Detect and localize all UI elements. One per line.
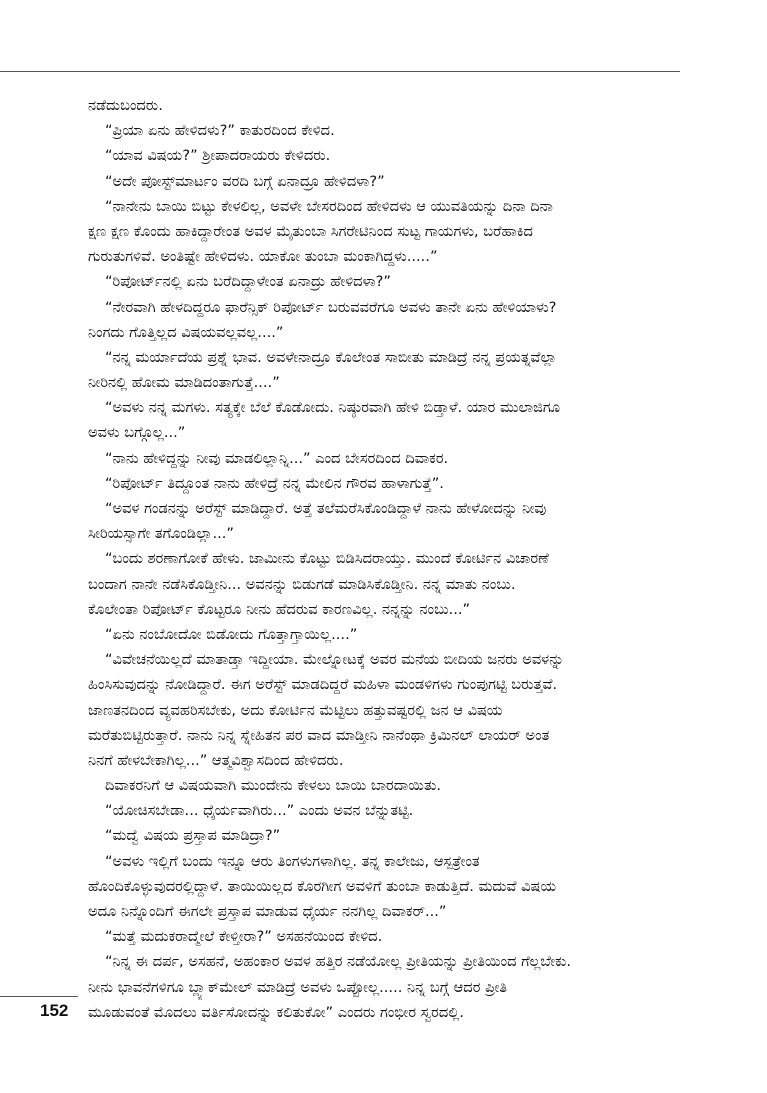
text-line: ನೀರಿನಲ್ಲಿ ಹೋಮ ಮಾಡಿದಂತಾಗುತ್ತೆ....” xyxy=(88,374,280,392)
text-line: “ನಿನ್ನ ಈ ದರ್ಪ, ಅಸಹನೆ, ಅಹಂಕಾರ ಅವಳ ಹತ್ತಿರ ನಡೆಯೋಲ್ಲ ಪ್ರೀತಿಯನ್ನು ಪ್ರೀತಿಯಿಂದ ಗೆಲ್ಲಬೇಕು. xyxy=(105,953,571,971)
text-line: “ಅವಳು ಇಲ್ಲಿಗೆ ಬಂದು ಇನ್ನೂ ಆರು ತಿಂಗಳುಗಳಾಗಿಲ್ಲ. ತನ್ನ ಕಾಲೇಜು, ಆಸ್ಪತ್ರೇಂತ xyxy=(105,852,480,870)
text-line: “ರಿಪೋರ್ಟ್ ತಿದ್ದೂಂತ ನಾನು ಹೇಳಿದ್ರೆ ನನ್ನ ಮೇಲಿನ ಗೌರವ ಹಾಳಾಗುತ್ತೆ”. xyxy=(105,474,444,492)
top-rule xyxy=(0,71,680,72)
text-line: ನಿನಗೆ ಹೇಳಬೇಕಾಗಿಲ್ಲ...” ಆತ್ಮವಿಶ್ವಾಸದಿಂದ ಹೇಳಿದರು. xyxy=(88,751,344,769)
text-line: “ಏನು ನಂಬೋದೋ ಬಿಡೋದು ಗೊತ್ತಾಗ್ತಾಯಿಲ್ಲ....” xyxy=(105,625,358,643)
text-line: “ಮದ್ವೆ ವಿಷಯ ಪ್ರಸ್ತಾಪ ಮಾಡಿದ್ರಾ?” xyxy=(105,827,281,845)
text-line: ಮರೆತುಬಿಟ್ಟಿರುತ್ತಾರೆ. ನಾನು ನಿನ್ನ ಸ್ನೇಹಿತನ ಪರ ವಾದ ಮಾಡ್ತೀನಿ ನಾನೆಂಥಾ ಕ್ರಿಮಿನಲ್ ಲಾಯರ್ ಅಂತ xyxy=(88,726,550,744)
text-line: ಹಿಂಸಿಸುವುದನ್ನು ನೋಡಿದ್ದಾರೆ. ಈಗ ಅರೆಸ್ಟ್ ಮಾಡದಿದ್ದರೆ ಮಹಿಳಾ ಮಂಡಳಿಗಳು ಗುಂಪುಗಟ್ಟಿ ಬರುತ್ತವೆ. xyxy=(88,676,558,694)
text-line: ಕ್ಷಣ ಕ್ಷಣ ಕೊಂದು ಹಾಕಿದ್ದಾರೇಂತ ಅವಳ ಮೈತುಂಬಾ ಸಿಗರೇಟಿನಿಂದ ಸುಟ್ಟ ಗಾಯಗಳು, ಬರೆಹಾಕಿದ xyxy=(88,222,533,240)
text-line: “ನಾನೇನು ಬಾಯಿ ಬಿಟ್ಟು ಕೇಳಲಿಲ್ಲ, ಅವಳೇ ಬೇಸರದಿಂದ ಹೇಳಿದಳು ಆ ಯುವತಿಯನ್ನು ದಿನಾ ದಿನಾ xyxy=(105,197,553,215)
text-line: “ಬಂದು ಶರಣಾಗೋಕೆ ಹೇಳು. ಜಾಮೀನು ಕೊಟ್ಟು ಬಿಡಿಸಿದರಾಯ್ತು. ಮುಂದೆ ಕೋರ್ಟಿನ ವಿಚಾರಣೆ xyxy=(105,550,549,568)
text-line: “ಅವಳು ನನ್ನ ಮಗಳು. ಸತ್ಯಕ್ಕೇ ಬೆಲೆ ಕೊಡೋದು. ನಿಷ್ಠುರವಾಗಿ ಹೇಳಿ ಬಿಡ್ತಾಳೆ. ಯಾರ ಮುಲಾಜಿಗೂ xyxy=(105,399,561,417)
text-line: “ನನ್ನ ಮರ್ಯಾದೆಯ ಪ್ರಶ್ನೆ ಭಾವ. ಅವಳೇನಾದ್ರೂ ಕೊಲೇಂತ ಸಾಬೀತು ಮಾಡಿದ್ರೆ ನನ್ನ ಪ್ರಯತ್ನವೆಲ್ಲಾ xyxy=(105,348,557,366)
text-line: ನಡೆದುಬಂದರು. xyxy=(88,97,163,114)
text-line: “ಯಾವ ವಿಷಯ?” ಶ್ರೀಪಾದರಾಯರು ಕೇಳಿದರು. xyxy=(105,147,331,165)
text-line: “ವಿವೇಚನೆಯಿಲ್ಲದೆ ಮಾತಾಡ್ತಾ ಇದ್ದೀಯಾ. ಮೇಲ್ನೋಟಕ್ಕೆ ಅವರ ಮನೆಯ ಬೀದಿಯ ಜನರು ಅವಳನ್ನು xyxy=(105,651,564,669)
text-line: “ಪ್ರಿಯಾ ಏನು ಹೇಳಿದಳು?” ಕಾತುರದಿಂದ ಕೇಳಿದ. xyxy=(105,122,335,140)
page-body xyxy=(88,93,680,1025)
text-line: ಬಂದಾಗ ನಾನೇ ನಡೆಸಿಕೊಡ್ತೀನಿ... ಅವನನ್ನು ಬಿಡುಗಡೆ ಮಾಡಿಸಿಕೊಡ್ತೀನಿ. ನನ್ನ ಮಾತು ನಂಬು. xyxy=(88,575,516,593)
text-line: ಹೊಂದಿಕೊಳ್ಳುವುದರಲ್ಲಿದ್ದಾಳೆ. ತಾಯಿಯಿಲ್ಲದ ಕೊರಗೀಗ ಅವಳಿಗೆ ತುಂಬಾ ಕಾಡುತ್ತಿದೆ. ಮದುವೆ ವಿಷಯ xyxy=(88,877,557,895)
text-line: “ಅವಳ ಗಂಡನನ್ನು ಅರೆಸ್ಟ್ ಮಾಡಿದ್ದಾರೆ. ಅತ್ತೆ ತಲೆಮರೆಸಿಕೊಂಡಿದ್ದಾಳೆ ನಾನು ಹೇಳೋದನ್ನು ನೀವು xyxy=(105,500,547,517)
text-line: ನೀನು ಭಾವನೆಗಳಿಗೂ ಬ್ಲ್ಯಾಕ್‌ಮೇಲ್ ಮಾಡಿದ್ರೆ ಅವಳು ಒಪ್ಪೋಲ್ಲ..... ನಿನ್ನ ಬಗ್ಗೆ ಆದರ ಪ್ರೀತಿ xyxy=(88,978,508,996)
text-line: “ಮತ್ತೆ ಮದುಕರಾದ್ಮೇಲೆ ಕೇಳ್ತೀರಾ?” ಅಸಹನೆಯಿಂದ ಕೇಳಿದ. xyxy=(105,928,383,946)
text-line: ನಿಂಗದು ಗೊತ್ತಿಲ್ಲದ ವಿಷಯವಲ್ಲವಲ್ಲ....” xyxy=(88,323,284,341)
page-number: 152 xyxy=(40,1001,69,1020)
text-line: ಕೊಲೇಂತಾ ರಿಪೋರ್ಟ್ ಕೊಟ್ಟರೂ ನೀನು ಹೆದರುವ ಕಾರಣವಿಲ್ಲ. ನನ್ನನ್ನು ನಂಬು...” xyxy=(88,600,471,618)
text-line: ಗುರುತುಗಳಿವೆ. ಅಂತಿಷ್ಟೇ ಹೇಳಿದಳು. ಯಾಕೋ ತುಂಬಾ ಮಂಕಾಗಿದ್ದಳು.....” xyxy=(88,248,438,266)
text-line: ಅವಳು ಬಗ್ಗೊಲ್ಲ...” xyxy=(88,424,186,442)
text-line: ಜಾಣತನದಿಂದ ವ್ಯವಹರಿಸಬೇಕು, ಅದು ಕೋರ್ಟಿನ ಮೆಟ್ಟಿಲು ಹತ್ತುವಷ್ಟರಲ್ಲಿ ಜನ ಆ ವಿಷಯ xyxy=(88,701,503,719)
text-line: “ನಾನು ಹೇಳಿದ್ದನ್ನು ನೀವು ಮಾಡಲಿಲ್ಲಾನ್ನಿ...” ಎಂದ ಬೇಸರದಿಂದ ದಿವಾಕರ. xyxy=(105,449,449,467)
text-line: “ನೇರವಾಗಿ ಹೇಳದಿದ್ದರೂ ಫಾರೆನ್ಸಿಕ್ ರಿಪೋರ್ಟ್ ಬರುವವರೆಗೂ ಅವಳು ತಾನೇ ಏನು ಹೇಳಿಯಾಳು? xyxy=(105,298,557,316)
text-line: ಸೀರಿಯಸ್ಸಾಗೇ ತಗೊಂಡಿಲ್ಲಾ...” xyxy=(88,525,234,543)
text-line: ಮೂಡುವಂತೆ ಮೊದಲು ವರ್ತಿಸೋದನ್ನು ಕಲಿತುಕೋ” ಎಂದರು ಗಂಭೀರ ಸ್ವರದಲ್ಲಿ. xyxy=(88,1003,464,1021)
text-line: “ಯೋಚಿಸಬೇಡಾ... ಧೈರ್ಯವಾಗಿರು...” ಎಂದು ಅವನ ಬೆನ್ನುತಟ್ಟಿ. xyxy=(105,802,414,820)
text-line: ದಿವಾಕರನಿಗೆ ಆ ವಿಷಯವಾಗಿ ಮುಂದೇನು ಕೇಳಲು ಬಾಯಿ ಬಾರದಾಯಿತು. xyxy=(105,777,441,795)
text-line: ಅದೂ ನಿನ್ನೊಂದಿಗೆ ಈಗಲೇ ಪ್ರಸ್ತಾಪ ಮಾಡುವ ಧೈರ್ಯ ನನಗಿಲ್ಲ ದಿವಾಕರ್...” xyxy=(88,903,447,920)
text-line: “ರಿಪೋರ್ಟ್‌ನಲ್ಲಿ ಏನು ಬರೆದಿದ್ದಾಳೇಂತ ಏನಾದ್ರು ಹೇಳಿದಳಾ?” xyxy=(105,273,391,291)
folio-rule xyxy=(0,996,78,997)
text-line: “ಅದೇ ಪೋಸ್ಟ್‌ಮಾರ್ಟಂ ವರದಿ ಬಗ್ಗೆ ಏನಾದ್ರೂ ಹೇಳಿದಳಾ?” xyxy=(105,172,385,190)
